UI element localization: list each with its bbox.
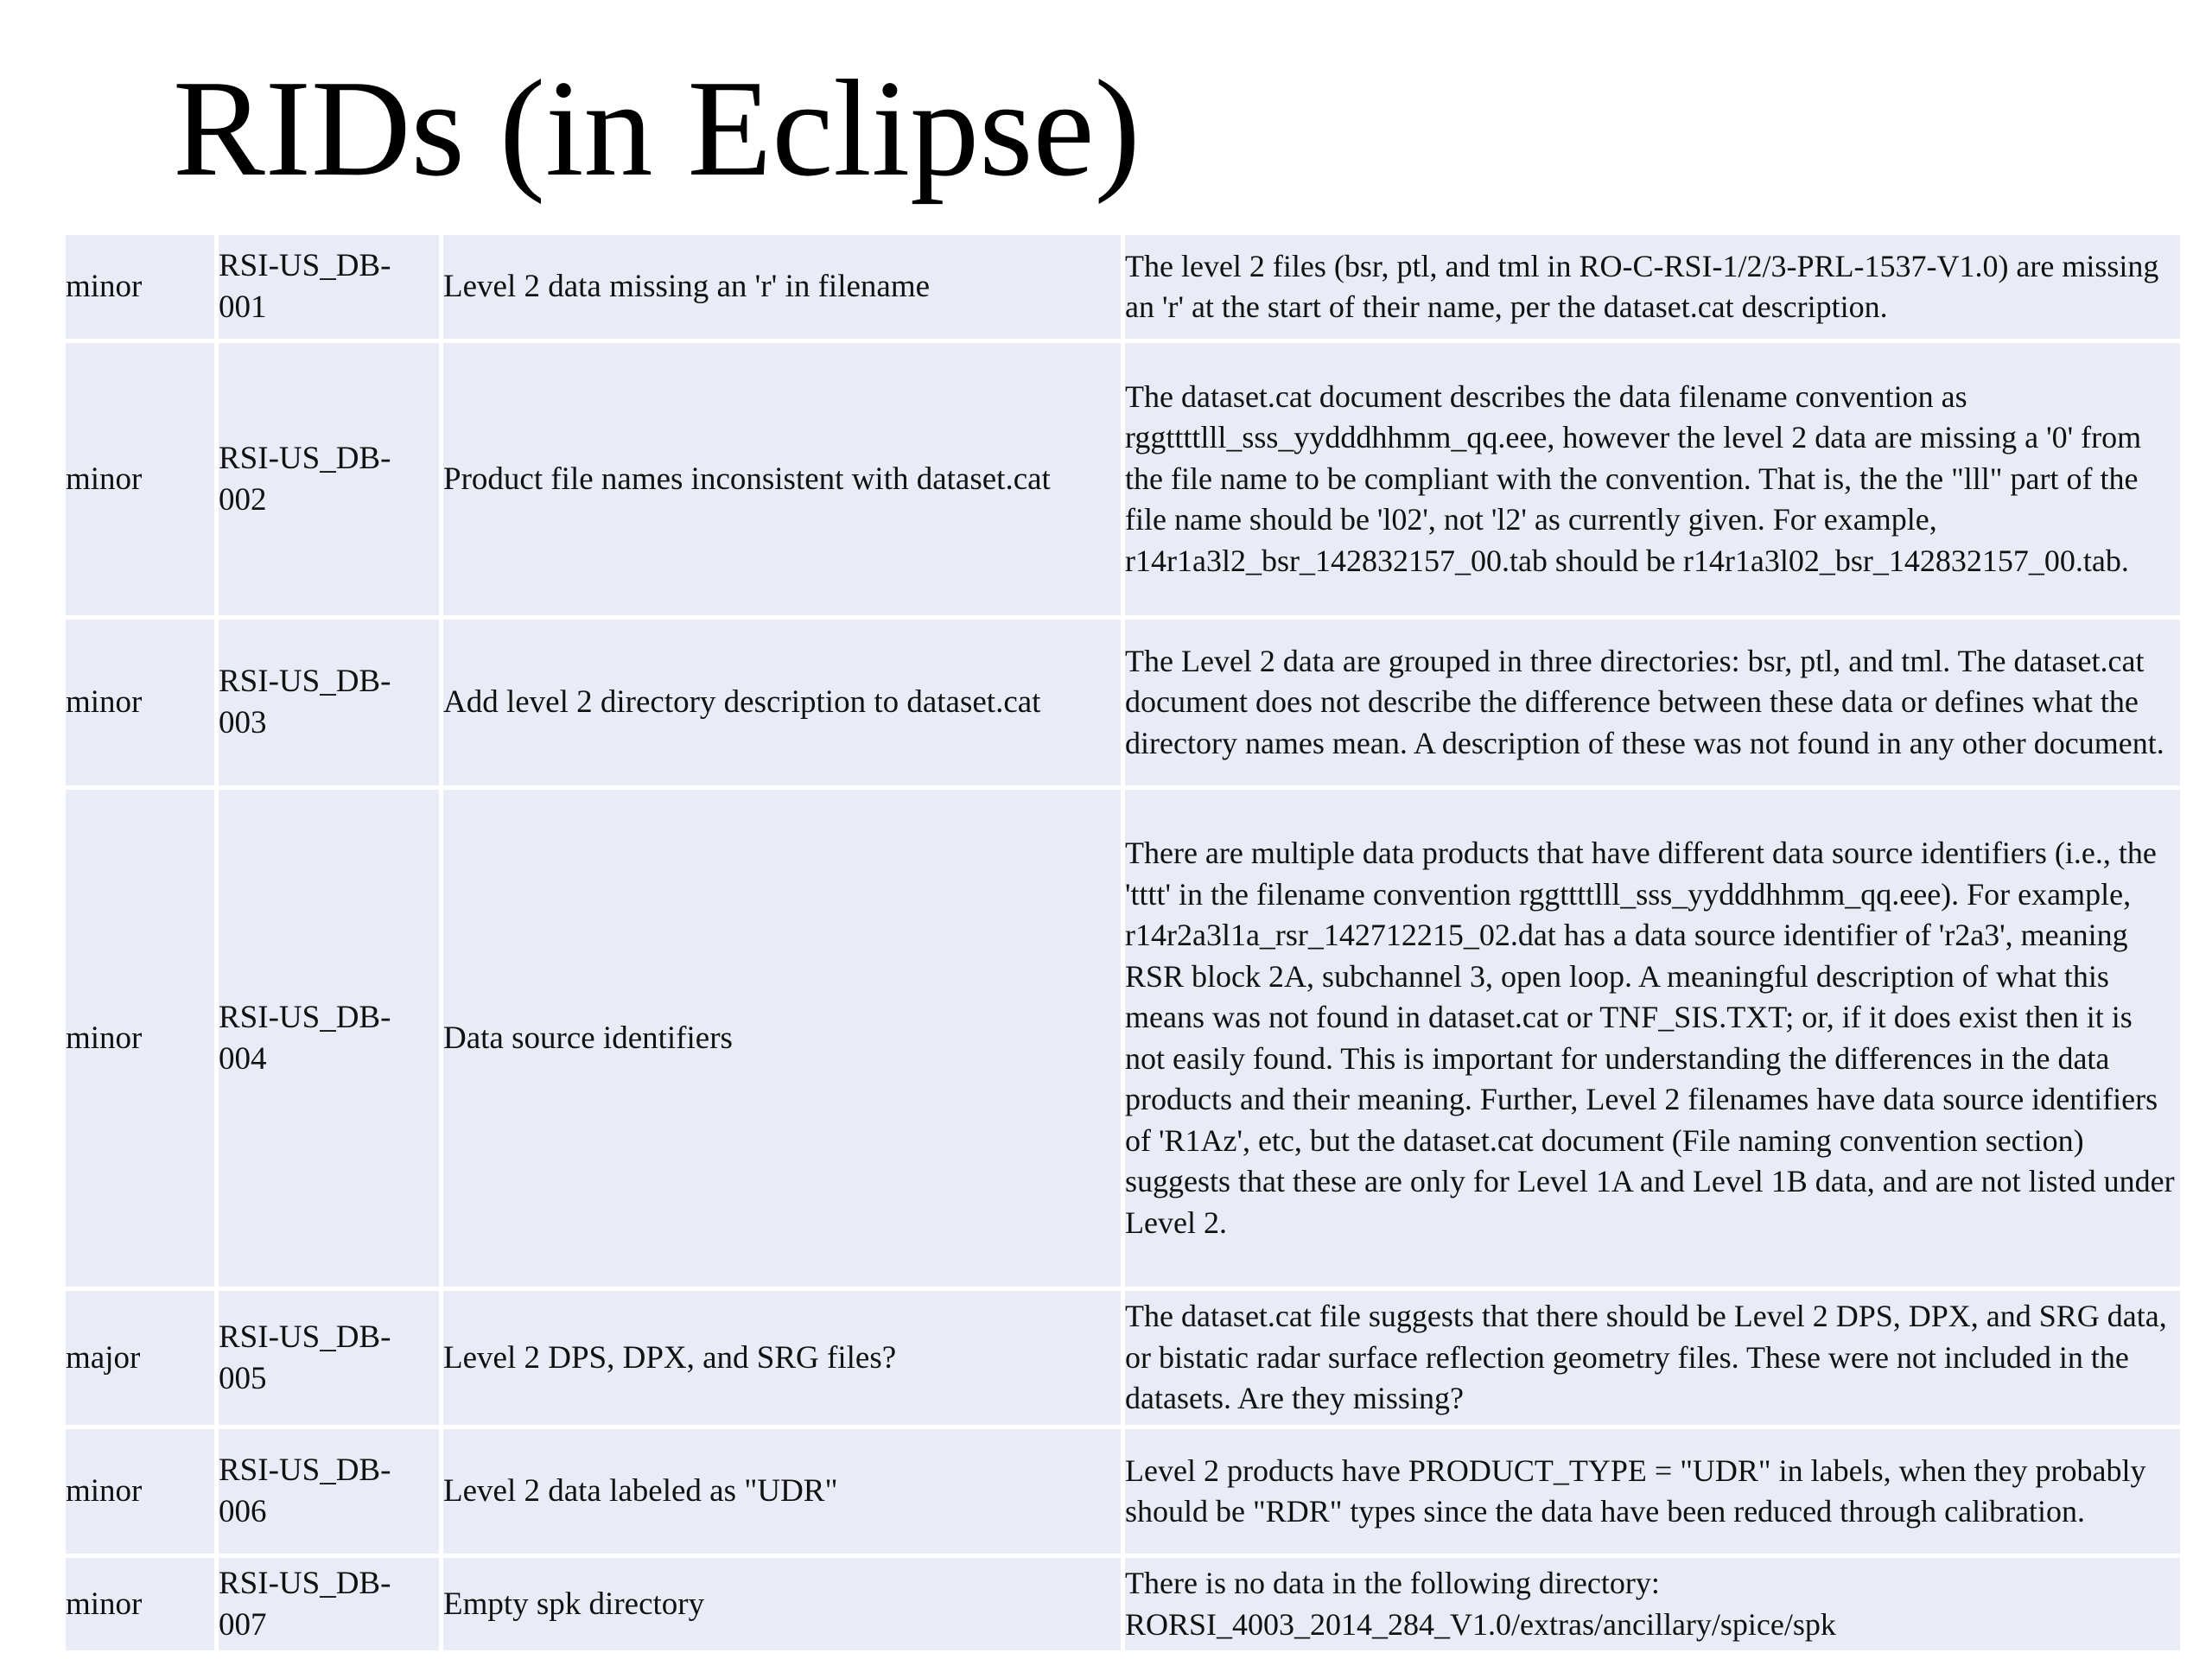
table-row bbox=[66, 1429, 2180, 1554]
table-row bbox=[66, 1558, 2180, 1650]
severity-cell: minor bbox=[66, 1558, 214, 1650]
severity-cell: major bbox=[66, 1291, 214, 1425]
description-cell: The dataset.cat file suggests that there should be Level 2 DPS, DPX, and SRG data, or bistatic radar surface reflection geometry files. These were not included in the datasets. Are they missing? bbox=[1125, 1291, 2180, 1425]
table-row bbox=[66, 235, 2180, 339]
description-cell: There are multiple data products that have different data source identifiers (i.e., the 'tttt' in the filename convention rggttttlll_sss_yydddhhmm_qq.eee). For example, r14r2a3l1a_rsr_142712215_02.dat has a data source identifier of 'r2a3', meaning RSR block 2A, subchannel 3, open loop. A meaningful description of what this means was not found in dataset.cat or TNF_SIS.TXT; or, if it does exist then it is not easily found. This is important for understanding the differences in the data products and their meaning. Further, Level 2 filenames have data source identifiers of 'R1Az', etc, but the dataset.cat document (File naming convention section) suggests that these are only for Level 1A and Level 1B data, and are not listed under Level 2. bbox=[1125, 790, 2180, 1287]
rid-id-cell: RSI-US_DB-005 bbox=[219, 1291, 439, 1425]
summary-cell: Empty spk directory bbox=[443, 1558, 1121, 1650]
severity-cell: minor bbox=[66, 235, 214, 339]
severity-cell: minor bbox=[66, 343, 214, 615]
rid-table bbox=[61, 231, 2184, 1655]
summary-cell: Add level 2 directory description to dataset.cat bbox=[443, 620, 1121, 785]
rid-id-cell: RSI-US_DB-006 bbox=[219, 1429, 439, 1554]
description-cell: Level 2 products have PRODUCT_TYPE = "UDR" in labels, when they probably should be "RDR" types since the data have been reduced through calibration. bbox=[1125, 1429, 2180, 1554]
description-cell: The dataset.cat document describes the data filename convention as rggttttlll_sss_yydddhhmm_qq.eee, however the level 2 data are missing a '0' from the file name to be compliant with the convention. That is, the the "lll" part of the file name should be 'l02', not 'l2' as currently given. For example, r14r1a3l2_bsr_142832157_00.tab should be r14r1a3l02_bsr_142832157_00.tab. bbox=[1125, 343, 2180, 615]
rid-id-cell: RSI-US_DB-002 bbox=[219, 343, 439, 615]
table-row bbox=[66, 1291, 2180, 1425]
rid-id-cell: RSI-US_DB-007 bbox=[219, 1558, 439, 1650]
description-cell: The Level 2 data are grouped in three directories: bsr, ptl, and tml. The dataset.cat document does not describe the difference between these data or defines what the directory names mean. A description of these was not found in any other document. bbox=[1125, 620, 2180, 785]
table-row bbox=[66, 790, 2180, 1287]
table-row bbox=[66, 620, 2180, 785]
description-cell: There is no data in the following directory: RORSI_4003_2014_284_V1.0/extras/ancillary/spice/spk bbox=[1125, 1558, 2180, 1650]
summary-cell: Data source identifiers bbox=[443, 790, 1121, 1287]
rid-id-cell: RSI-US_DB-003 bbox=[219, 620, 439, 785]
severity-cell: minor bbox=[66, 1429, 214, 1554]
summary-cell: Product file names inconsistent with dataset.cat bbox=[443, 343, 1121, 615]
severity-cell: minor bbox=[66, 620, 214, 785]
severity-cell: minor bbox=[66, 790, 214, 1287]
description-cell: The level 2 files (bsr, ptl, and tml in RO-C-RSI-1/2/3-PRL-1537-V1.0) are missing an 'r' at the start of their name, per the dataset.cat description. bbox=[1125, 235, 2180, 339]
summary-cell: Level 2 data labeled as "UDR" bbox=[443, 1429, 1121, 1554]
rid-id-cell: RSI-US_DB-004 bbox=[219, 790, 439, 1287]
summary-cell: Level 2 DPS, DPX, and SRG files? bbox=[443, 1291, 1121, 1425]
table-row bbox=[66, 343, 2180, 615]
rid-id-cell: RSI-US_DB-001 bbox=[219, 235, 439, 339]
slide-title: RIDs (in Eclipse) bbox=[173, 51, 1141, 205]
summary-cell: Level 2 data missing an 'r' in filename bbox=[443, 235, 1121, 339]
